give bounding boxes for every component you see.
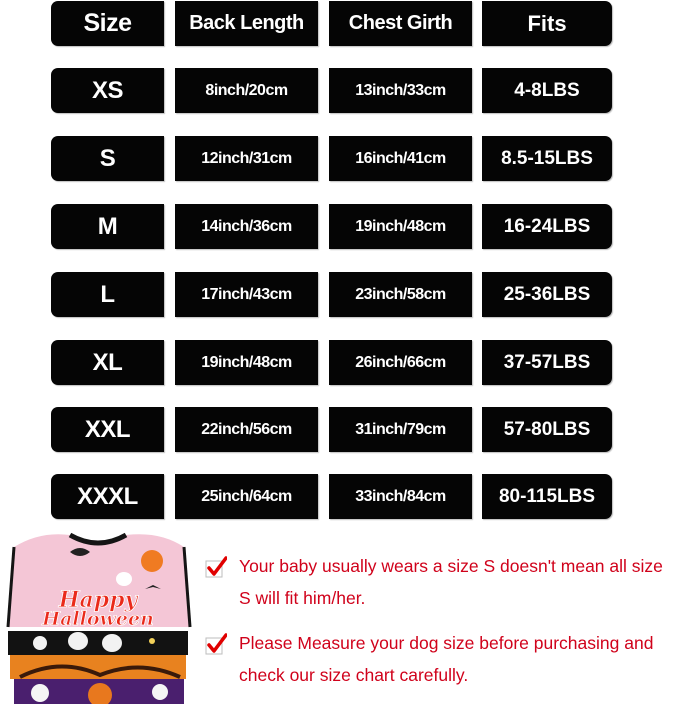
table-header-row [0, 1, 679, 46]
chest-girth-cell: 26inch/66cm [329, 340, 472, 385]
back-length-cell: 19inch/48cm [175, 340, 318, 385]
note-text: Your baby usually wears a size S doesn't mean all size S will fit him/her. [239, 556, 663, 608]
table-row [0, 68, 679, 113]
back-length-cell: 17inch/43cm [175, 272, 318, 317]
fits-cell: 4-8LBS [482, 68, 612, 113]
checkbox-check-icon [205, 633, 227, 655]
header-back-length: Back Length [175, 1, 318, 46]
size-cell: XS [51, 68, 164, 113]
checkbox-check-icon [205, 556, 227, 578]
fits-cell: 25-36LBS [482, 272, 612, 317]
size-cell: XXL [51, 407, 164, 452]
halloween-shirts-illustration [0, 527, 196, 704]
fits-cell: 37-57LBS [482, 340, 612, 385]
size-cell: XL [51, 340, 164, 385]
size-cell: XXXL [51, 474, 164, 519]
size-notes [205, 550, 679, 704]
svg-text:Halloween: Halloween [42, 608, 154, 630]
table-row [0, 340, 679, 385]
back-length-cell: 12inch/31cm [175, 136, 318, 181]
chest-girth-cell: 23inch/58cm [329, 272, 472, 317]
table-row [0, 204, 679, 249]
size-cell: L [51, 272, 164, 317]
note-text: Please Measure your dog size before purchasing and check our size chart carefully. [239, 633, 654, 685]
fits-cell: 16-24LBS [482, 204, 612, 249]
back-length-cell: 14inch/36cm [175, 204, 318, 249]
size-cell: S [51, 136, 164, 181]
size-cell: M [51, 204, 164, 249]
fits-cell: 80-115LBS [482, 474, 612, 519]
note-item [205, 627, 679, 691]
fits-cell: 8.5-15LBS [482, 136, 612, 181]
table-row [0, 272, 679, 317]
header-fits: Fits [482, 1, 612, 46]
table-row [0, 136, 679, 181]
table-row [0, 407, 679, 452]
product-photo [0, 527, 196, 704]
table-row [0, 474, 679, 519]
back-length-cell: 22inch/56cm [175, 407, 318, 452]
note-item [205, 550, 679, 614]
chest-girth-cell: 16inch/41cm [329, 136, 472, 181]
chest-girth-cell: 19inch/48cm [329, 204, 472, 249]
chest-girth-cell: 13inch/33cm [329, 68, 472, 113]
svg-text:Happy: Happy [58, 587, 138, 613]
header-chest-girth: Chest Girth [329, 1, 472, 46]
header-size: Size [51, 1, 164, 46]
back-length-cell: 25inch/64cm [175, 474, 318, 519]
chest-girth-cell: 31inch/79cm [329, 407, 472, 452]
fits-cell: 57-80LBS [482, 407, 612, 452]
back-length-cell: 8inch/20cm [175, 68, 318, 113]
chest-girth-cell: 33inch/84cm [329, 474, 472, 519]
